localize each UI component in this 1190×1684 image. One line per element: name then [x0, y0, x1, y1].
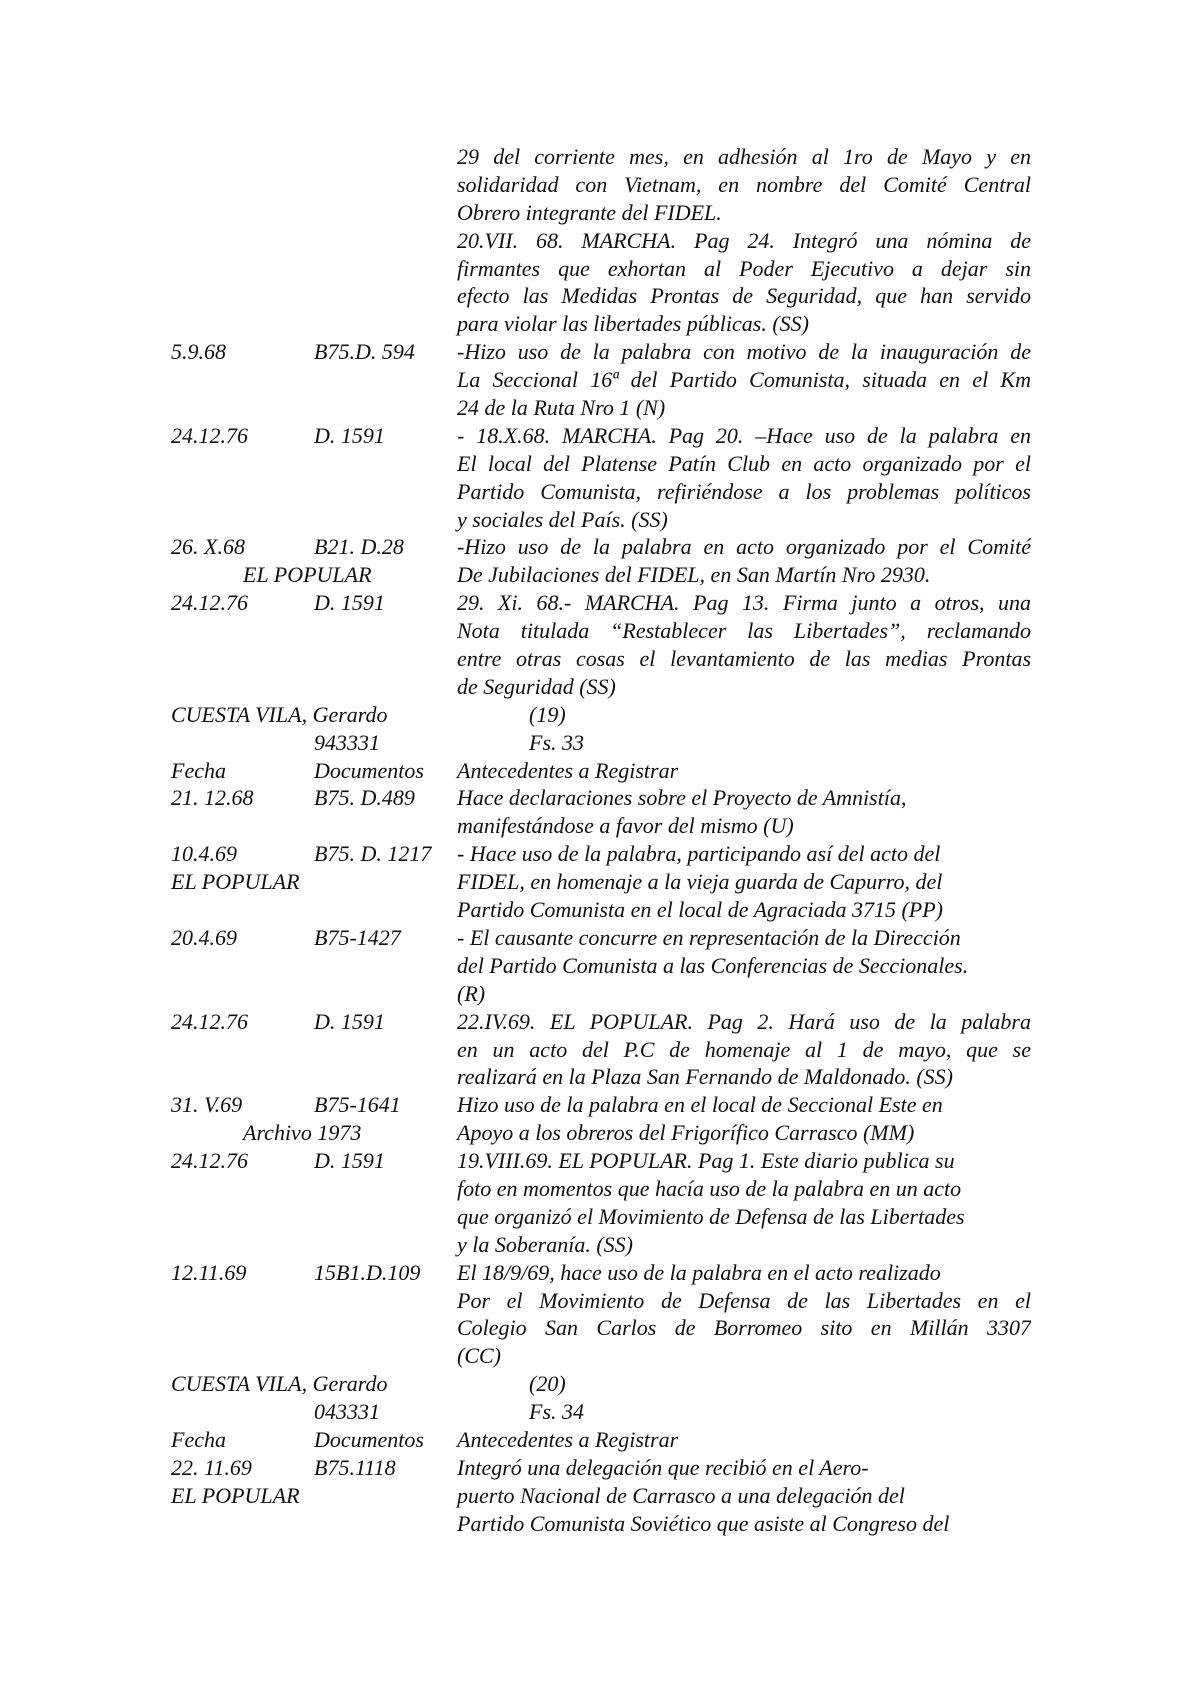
entry-text-line: Partido Comunista, refiriéndose a los problemas políticos — [457, 478, 1031, 504]
entry-text — [457, 924, 1031, 1008]
entry-text-line: 22.IV.69. EL POPULAR. Pag 2. Hará uso de la palabra — [457, 1008, 1031, 1034]
entry-text — [457, 1008, 1031, 1092]
person-name: CUESTA VILA, Gerardo — [171, 701, 388, 727]
entry-date: 5.9.68 — [171, 339, 226, 365]
entry-text-line: Apoyo a los obreros del Frigorífico Carrasco (MM) — [457, 1120, 915, 1146]
entry-text — [457, 840, 1031, 924]
entry-date-cell — [171, 422, 316, 450]
entry-date-cell — [171, 338, 316, 366]
entry-text-line: - 18.X.68. MARCHA. Pag 20. –Hace uso de la palabra en — [457, 422, 1031, 448]
entry-date: 26. X.68 — [171, 534, 245, 560]
entry-text-line: (CC) — [457, 1343, 501, 1369]
entry-text-line: Nota titulada “Restablecer las Libertades”, reclamando — [457, 618, 1031, 644]
record-entry — [171, 589, 1031, 701]
page-number: (19) — [529, 701, 566, 727]
person-number: 043331 — [314, 1399, 380, 1425]
entry-text-line: (R) — [457, 980, 486, 1006]
entry-text-line: Por el Movimiento de Defensa de las Libertades en el — [457, 1287, 1031, 1313]
entry-text-line: que organizó el Movimiento de Defensa de las Libertades — [457, 1203, 965, 1229]
column-headers — [171, 757, 1031, 785]
entry-text — [457, 1259, 1031, 1371]
entry-date: 20.4.69 — [171, 924, 237, 950]
folio: Fs. 33 — [529, 729, 584, 755]
entry-date: 10.4.69 — [171, 841, 237, 867]
entry-source: EL POPULAR — [171, 869, 300, 895]
entry-text-line: 19.VIII.69. EL POPULAR. Pag 1. Este diario publica su — [457, 1148, 955, 1174]
entry-text-line: firmantes que exhortan al Poder Ejecutivo a dejar sin — [457, 255, 1031, 281]
page-number-cell — [457, 1370, 1031, 1398]
folio-cell — [457, 729, 1031, 757]
entry-date: 24.12.76 — [171, 1008, 248, 1034]
column-header-antecedentes-cell — [457, 1426, 1031, 1454]
entry-text-line: realizará en la Plaza San Fernando de Maldonado. (SS) — [457, 1064, 953, 1090]
person-name: CUESTA VILA, Gerardo — [171, 1371, 388, 1397]
entry-text-line: del Partido Comunista a las Conferencias de Seccionales. — [457, 952, 969, 978]
record-entry — [171, 143, 1031, 338]
record-entry — [171, 1091, 1031, 1147]
entry-document: B75.D. 594 — [314, 339, 415, 365]
entry-text — [457, 1147, 1031, 1259]
entry-text-line: foto en momentos que hacía uso de la palabra en un acto — [457, 1175, 962, 1201]
entry-text-line: 20.VII. 68. MARCHA. Pag 24. Integró una nómina de — [457, 227, 1031, 253]
entry-text-line: 29. Xi. 68.- MARCHA. Pag 13. Firma junto a otros, una — [457, 590, 1031, 616]
person-number: 943331 — [314, 729, 380, 755]
entry-date-cell — [171, 589, 316, 617]
entry-text-line: - Hace uso de la palabra, participando así del acto del — [457, 841, 941, 867]
record-entry — [171, 1259, 1031, 1371]
entry-text-line: para violar las libertades públicas. (SS) — [457, 311, 809, 337]
folio: Fs. 34 — [529, 1399, 584, 1425]
entry-text-line: Partido Comunista Soviético que asiste al Congreso del — [457, 1510, 950, 1536]
entry-date: 21. 12.68 — [171, 785, 254, 811]
entry-text — [457, 338, 1031, 422]
entry-text — [457, 143, 1031, 338]
entry-text — [457, 1454, 1031, 1538]
entry-document: B75-1641 — [314, 1092, 401, 1118]
entry-text-line: y sociales del País. (SS) — [457, 506, 668, 532]
record-entry — [171, 840, 1031, 924]
record-entry — [171, 338, 1031, 422]
entry-text-line: El local del Platense Patín Club en acto organizado por el — [457, 450, 1031, 476]
entry-text-line: manifestándose a favor del mismo (U) — [457, 813, 794, 839]
entry-text-line: -Hizo uso de la palabra con motivo de la inauguración de — [457, 339, 1031, 365]
entry-document: B75. D. 1217 — [314, 841, 432, 867]
entry-text-line: La Seccional 16ª del Partido Comunista, situada en el Km — [457, 367, 1031, 393]
entry-date-cell — [171, 1259, 316, 1287]
entry-date: 24.12.76 — [171, 422, 248, 448]
record-entry — [171, 1147, 1031, 1259]
record-entry — [171, 533, 1031, 589]
entry-document: D. 1591 — [314, 422, 385, 448]
entry-text-line: y la Soberanía. (SS) — [457, 1231, 633, 1257]
entry-date: 24.12.76 — [171, 1148, 248, 1174]
entry-text-line: Obrero integrante del FIDEL. — [457, 199, 722, 225]
entry-text — [457, 422, 1031, 534]
entry-document: D. 1591 — [314, 1148, 385, 1174]
entry-date-cell — [171, 1147, 316, 1175]
record-content — [171, 143, 1031, 1538]
entry-text — [457, 589, 1031, 701]
entry-date: 24.12.76 — [171, 590, 248, 616]
column-header-antecedentes: Antecedentes a Registrar — [457, 757, 679, 783]
entry-text-line: entre otras cosas el levantamiento de las medias Prontas — [457, 646, 1031, 672]
folio-cell — [457, 1398, 1031, 1426]
entry-text-line: 24 de la Ruta Nro 1 (N) — [457, 395, 666, 421]
column-header-fecha: Fecha — [171, 1426, 226, 1452]
entry-text-line: De Jubilaciones del FIDEL, en San Martín Nro 2930. — [457, 562, 931, 588]
column-header-documentos: Documentos — [314, 1426, 424, 1452]
record-entry — [171, 924, 1031, 1008]
entry-text — [457, 533, 1031, 589]
entry-document: B21. D.28 — [314, 534, 404, 560]
entry-text-line: 29 del corriente mes, en adhesión al 1ro de Mayo y en — [457, 144, 1031, 169]
column-header-antecedentes-cell — [457, 757, 1031, 785]
entry-document: B75. D.489 — [314, 785, 415, 811]
entry-text — [457, 784, 1031, 840]
record-header — [171, 1370, 1031, 1398]
entry-date: 31. V.69 — [171, 1092, 243, 1118]
record-header — [171, 701, 1031, 729]
entry-text-line: Hizo uso de la palabra en el local de Seccional Este en — [457, 1092, 943, 1118]
entry-date: 22. 11.69 — [171, 1454, 252, 1480]
column-headers — [171, 1426, 1031, 1454]
entry-date-cell — [171, 784, 316, 812]
record-entry — [171, 422, 1031, 534]
entry-date-cell — [171, 840, 316, 896]
entry-text-line: en un acto del P.C de homenaje al 1 de mayo, que se — [457, 1036, 1031, 1062]
entry-text-line: solidaridad con Vietnam, en nombre del Comité Central — [457, 171, 1031, 197]
entry-text-line: -Hizo uso de la palabra en acto organizado por el Comité — [457, 534, 1031, 560]
entry-date-cell — [171, 924, 316, 952]
entry-source: EL POPULAR — [243, 562, 372, 588]
entry-document: B75-1427 — [314, 924, 401, 950]
entry-text-line: FIDEL, en homenaje a la vieja guarda de Capurro, del — [457, 869, 943, 895]
entry-date: 12.11.69 — [171, 1259, 247, 1285]
record-header — [171, 1398, 1031, 1426]
record-entry — [171, 1454, 1031, 1538]
column-header-documentos: Documentos — [314, 757, 424, 783]
page-number: (20) — [529, 1371, 566, 1397]
entry-document: B75.1118 — [314, 1454, 396, 1480]
entry-text-line: El 18/9/69, hace uso de la palabra en el acto realizado — [457, 1259, 941, 1285]
entry-text-line: de Seguridad (SS) — [457, 673, 616, 699]
entry-source: Archivo 1973 — [243, 1120, 362, 1146]
record-entry — [171, 1008, 1031, 1092]
column-header-antecedentes: Antecedentes a Registrar — [457, 1426, 679, 1452]
entry-text — [457, 1091, 1031, 1147]
entry-date-cell — [171, 1454, 316, 1510]
entry-text-line: Hace declaraciones sobre el Proyecto de Amnistía, — [457, 785, 907, 811]
entry-text-line: Integró una delegación que recibió en el Aero- — [457, 1454, 869, 1480]
record-header — [171, 729, 1031, 757]
entry-document: 15B1.D.109 — [314, 1259, 421, 1285]
entry-text-line: - El causante concurre en representación de la Dirección — [457, 924, 961, 950]
entry-document: D. 1591 — [314, 1008, 385, 1034]
page-number-cell — [457, 701, 1031, 729]
entry-text-line: efecto las Medidas Prontas de Seguridad, que han servido — [457, 283, 1031, 309]
entry-document: D. 1591 — [314, 590, 385, 616]
entry-text-line: Partido Comunista en el local de Agraciada 3715 (PP) — [457, 897, 943, 923]
column-header-fecha: Fecha — [171, 757, 226, 783]
entry-date-cell — [171, 1008, 316, 1036]
entry-text-line: puerto Nacional de Carrasco a una delegación del — [457, 1482, 905, 1508]
entry-source: EL POPULAR — [171, 1482, 300, 1508]
record-entry — [171, 784, 1031, 840]
entry-text-line: Colegio San Carlos de Borromeo sito en Millán 3307 — [457, 1315, 1031, 1341]
